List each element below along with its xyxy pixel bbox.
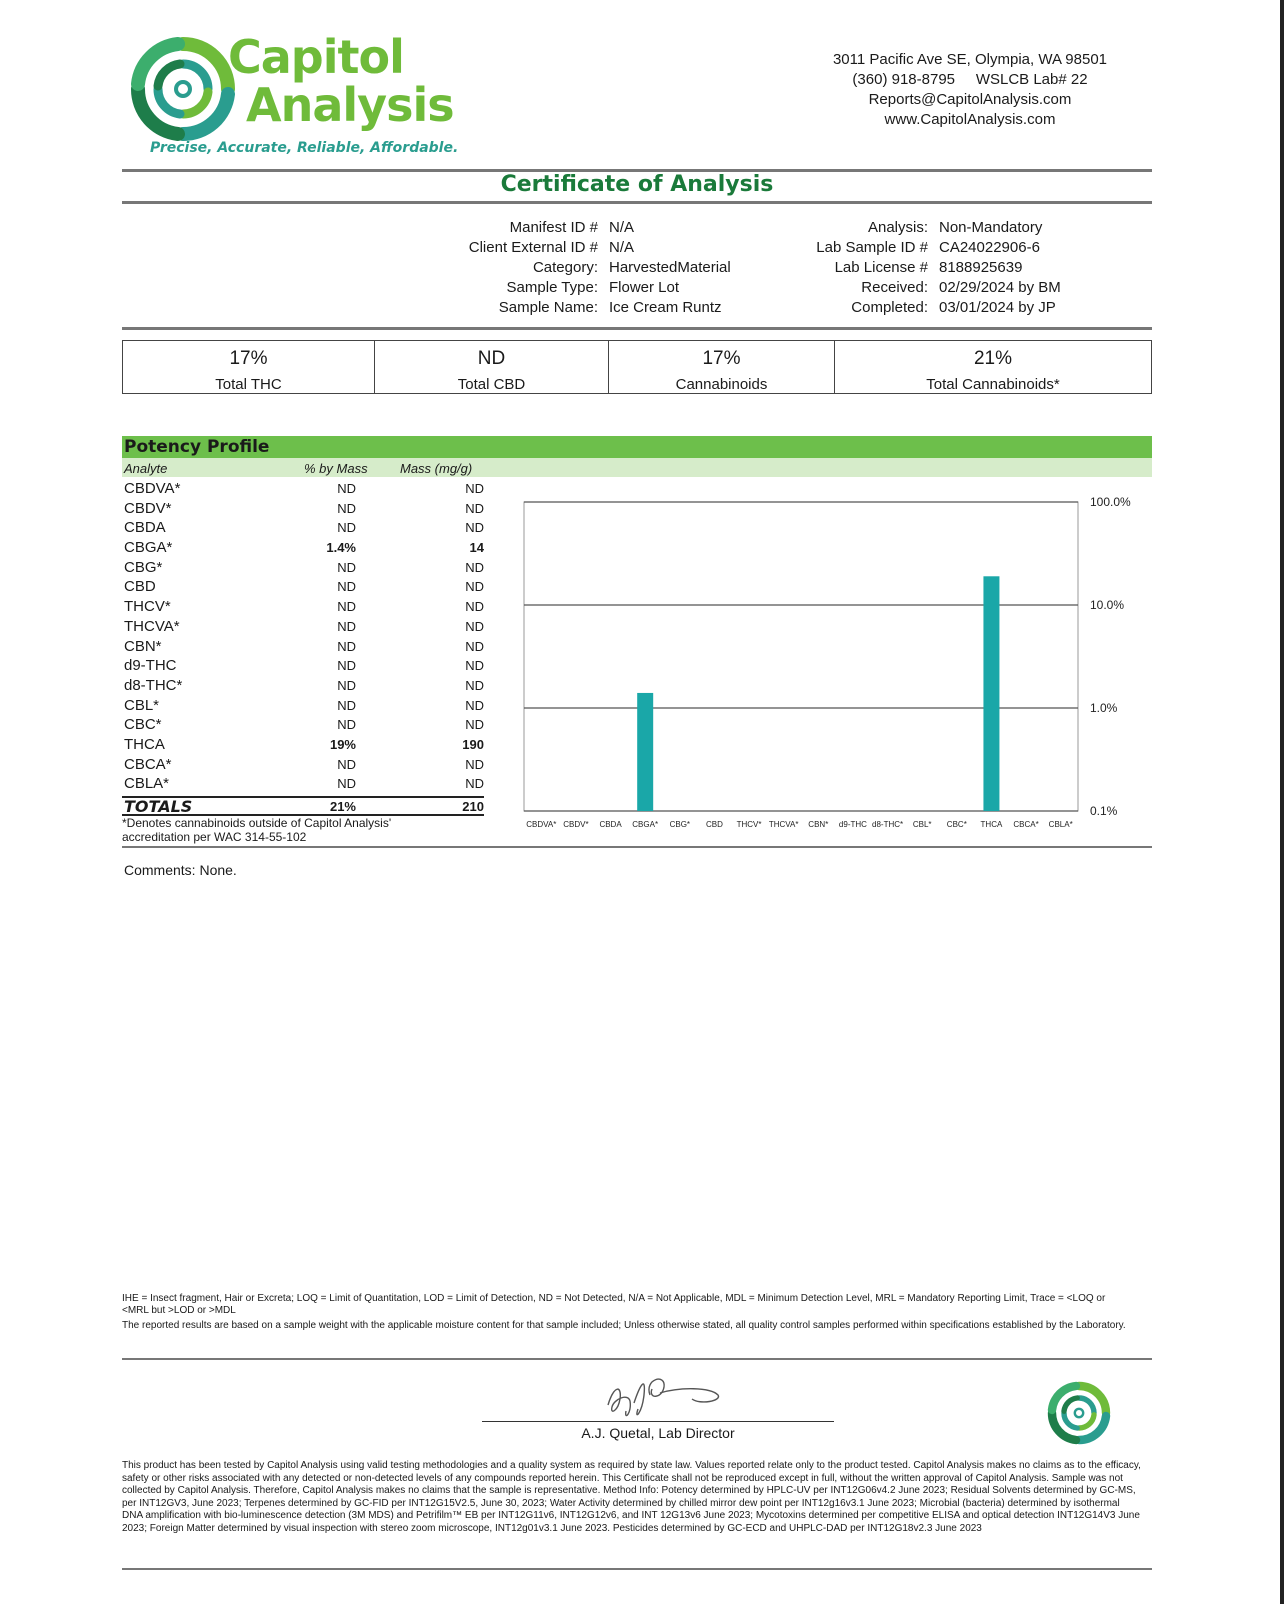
contact-email[interactable]: Reports@CapitolAnalysis.com (868, 91, 1072, 108)
analyte-pct: 1.4% (326, 540, 356, 556)
meta-right-labels (816, 218, 928, 318)
contact-block (780, 50, 1160, 130)
analyte-mass: ND (465, 658, 484, 674)
summary-total-thc (123, 341, 375, 393)
table-row (122, 577, 484, 597)
summary-value: 17% (229, 348, 268, 369)
analyte-pct: ND (337, 717, 356, 733)
summary-total-cannabinoids (835, 341, 1151, 393)
analyte-mass: 14 (469, 540, 484, 556)
meta-label: Manifest ID # (509, 219, 598, 236)
weight-note: The reported results are based on a sample weight with the applicable moisture content for that sample included; Unless otherwise stated, all quality control samples performed within specifications established by the Laboratory. (122, 1320, 1126, 1331)
divider (122, 327, 1152, 330)
analyte-pct: ND (337, 776, 356, 792)
y-tick-label: 0.1% (1090, 804, 1118, 818)
analyte-pct: ND (337, 599, 356, 615)
analyte-pct: ND (337, 756, 356, 772)
table-row (122, 656, 484, 676)
analyte-mass: ND (465, 500, 484, 516)
analyte-pct: ND (337, 481, 356, 496)
meta-value: Flower Lot (609, 279, 680, 296)
meta-label: Lab Sample ID # (816, 239, 928, 256)
table-row (122, 755, 484, 775)
footnote-line: *Denotes cannabinoids outside of Capitol Analysis' (122, 816, 392, 830)
signatory-name: A.J. Quetal, Lab Director (581, 1425, 735, 1441)
analyte-mass: ND (465, 677, 484, 693)
contact-phone-lab: (360) 918-8795 WSLCB Lab# 22 (852, 71, 1088, 88)
analyte-pct: ND (337, 579, 356, 595)
potency-title: Potency Profile (124, 437, 270, 457)
meta-label: Sample Name: (498, 299, 598, 316)
meta-value: 03/01/2024 by JP (939, 299, 1056, 316)
x-tick-label: CBCA* (1013, 820, 1039, 829)
meta-label: Completed: (851, 299, 928, 316)
analyte-name: CBG* (124, 558, 163, 576)
table-row (122, 774, 484, 794)
x-tick-label: CBGA* (632, 820, 659, 829)
totals-pct: 21% (329, 799, 356, 814)
x-tick-label: CBDV* (563, 820, 589, 829)
page-edge (1280, 0, 1284, 1604)
meta-left-labels (469, 218, 598, 318)
analyte-name: CBD (124, 578, 156, 596)
x-tick-label: CBD (705, 820, 723, 829)
table-row (122, 676, 484, 696)
analyte-name: CBCA* (124, 755, 172, 773)
meta-label: Lab License # (834, 259, 928, 276)
contact-address: 3011 Pacific Ave SE, Olympia, WA 98501 (832, 51, 1108, 68)
analyte-mass: ND (465, 717, 484, 733)
table-row (122, 499, 484, 519)
divider (122, 1568, 1152, 1570)
totals-label: TOTALS (124, 797, 193, 816)
bar (637, 693, 653, 811)
totals-mass: 210 (462, 799, 484, 814)
signature-line (482, 1421, 834, 1422)
x-tick-label: CBN* (808, 820, 829, 829)
analyte-mass: ND (465, 599, 484, 615)
analyte-name: CBLA* (124, 775, 170, 793)
summary-value: ND (477, 348, 506, 369)
meta-value: CA24022906-6 (939, 239, 1040, 256)
analyte-name: CBDVA* (124, 480, 181, 497)
table-row (122, 479, 484, 499)
analyte-name: CBL* (124, 696, 160, 714)
meta-value: N/A (609, 219, 635, 236)
col-header-pct: % by Mass (304, 461, 368, 476)
meta-right-values (939, 218, 1061, 318)
x-tick-label: CBG* (669, 820, 691, 829)
totals-row (122, 796, 484, 816)
analyte-name: CBDV* (124, 499, 172, 517)
potency-subheader-bar (122, 458, 1152, 477)
meta-value: Non-Mandatory (939, 219, 1043, 236)
analyte-mass: ND (465, 638, 484, 654)
analyte-name: THCV* (124, 598, 171, 616)
analyte-pct: ND (337, 677, 356, 693)
analyte-mass: ND (465, 520, 484, 536)
summary-cannabinoids (609, 341, 835, 393)
analyte-mass: ND (465, 776, 484, 792)
company-tagline: Precise, Accurate, Reliable, Affordable. (150, 140, 459, 156)
meta-label: Client External ID # (468, 239, 598, 256)
summary-label: Cannabinoids (675, 376, 768, 393)
x-tick-label: THCV* (736, 820, 762, 829)
x-tick-label: CBL* (912, 820, 932, 829)
table-row (122, 558, 484, 578)
footnote-line: accreditation per WAC 314-55-102 (122, 830, 307, 844)
meta-label: Received: (861, 279, 928, 296)
analyte-name: THCVA* (124, 617, 180, 635)
x-tick-label: d8-THC* (872, 820, 904, 829)
meta-value: HarvestedMaterial (609, 259, 731, 276)
analyte-name: THCA (124, 735, 165, 753)
meta-value: Ice Cream Runtz (609, 299, 722, 316)
table-row (122, 617, 484, 637)
page-title: Certificate of Analysis (500, 172, 774, 197)
x-tick-label: CBC* (946, 820, 967, 829)
meta-left-values (609, 218, 731, 318)
meta-label: Category: (532, 259, 598, 276)
summary-box (122, 340, 1152, 394)
analyte-mass: ND (465, 481, 484, 496)
divider (122, 846, 1152, 848)
table-row (122, 715, 484, 735)
analyte-mass: ND (465, 559, 484, 575)
analyte-pct: 19% (329, 736, 356, 752)
col-header-mass: Mass (mg/g) (400, 461, 473, 476)
comments: Comments: None. (124, 862, 237, 878)
potency-header-bar (122, 436, 1152, 458)
table-row (122, 597, 484, 617)
x-tick-label: CBDA (599, 820, 622, 829)
meta-value: 02/29/2024 by BM (939, 279, 1061, 296)
analyte-name: d8-THC* (124, 676, 183, 694)
swirl-logo-icon (128, 34, 238, 144)
x-tick-label: CBDVA* (526, 820, 557, 829)
x-tick-label: CBLA* (1048, 820, 1073, 829)
analyte-mass: ND (465, 618, 484, 634)
analyte-mass: ND (465, 697, 484, 713)
logo-name-line1: Capitol (228, 30, 404, 84)
analyte-name: d9-THC (124, 657, 177, 675)
analyte-pct: ND (337, 658, 356, 674)
analyte-pct: ND (337, 559, 356, 575)
divider (122, 1358, 1152, 1360)
y-tick-label: 10.0% (1090, 598, 1125, 612)
potency-footnote (122, 816, 391, 844)
summary-value: 21% (973, 348, 1013, 369)
table-row (122, 735, 484, 755)
table-row (122, 696, 484, 716)
contact-website[interactable]: www.CapitolAnalysis.com (884, 111, 1056, 128)
summary-label: Total Cannabinoids* (926, 376, 1060, 393)
summary-value: 17% (702, 348, 741, 369)
table-row (122, 637, 484, 657)
summary-total-cbd (375, 341, 609, 393)
summary-label: Total CBD (457, 376, 526, 393)
x-tick-label: THCA (980, 820, 1003, 829)
legal-disclaimer: This product has been tested by Capitol Analysis using valid testing methodologies and a quality system as required by state law. Values reported relate only to the product tested. Capitol Analysis makes no claims as to the efficacy, safety or other risks associated with any detected or non-detected levels of any compounds reported herein. This Certificate shall not be reproduced except in full, without the written approval of Capitol Analysis. Sample was not collected by Capitol Analysis. Therefore, Capitol Analysis makes no claims that the sample is representative. Method Info: Potency determined by HPLC-UV per INT12G06v4.2 June 2023; Residual Solvents determined by GC-MS, per INT12GV3, June 2023; Terpenes determined by GC-FID per INT12G15V2.5, June 30, 2023; Water Activity determined by chilled mirror dew point per INT12g16v3.1 June 2023; Microbial (bacteria) determined by isothermal DNA amplification with bio-luminescence detection (3M MDS) and Petrifilm™ EB per INT12G11v6, INT12G12v6, and INT 12G13v6 June 2023; Mycotoxins determined per competitive ELISA and optical detection INT12G14V3 June 2023; Foreign Matter determined by visual inspection with stereo zoom microscope, INT12g01v3.1 June 2023. Pesticides determined by GC-ECD and UHPLC-DAD per INT12G18v2.3 June 2023 (122, 1460, 1141, 1534)
analyte-pct: ND (337, 618, 356, 634)
potency-chart (500, 490, 1160, 830)
analyte-pct: ND (337, 520, 356, 536)
analyte-name: CBC* (124, 716, 162, 734)
logo-name-line2: Analysis (246, 78, 454, 132)
y-tick-label: 100.0% (1090, 495, 1131, 509)
meta-label: Analysis: (867, 219, 928, 236)
analyte-mass: 190 (462, 736, 484, 752)
swirl-logo-small-icon (1046, 1380, 1112, 1446)
x-tick-label: THCVA* (768, 820, 799, 829)
analyte-pct: ND (337, 697, 356, 713)
analyte-name: CBGA* (124, 539, 173, 557)
analyte-mass: ND (465, 756, 484, 772)
analyte-pct: ND (337, 500, 356, 516)
table-row (122, 518, 484, 538)
table-row (122, 538, 484, 558)
meta-value: 8188925639 (939, 259, 1023, 276)
col-header-analyte: Analyte (124, 461, 168, 476)
potency-table (122, 479, 484, 794)
summary-label: Total THC (215, 376, 282, 393)
analyte-mass: ND (465, 579, 484, 595)
analyte-name: CBDA (124, 519, 166, 537)
bar (983, 576, 999, 811)
y-tick-label: 1.0% (1090, 701, 1118, 715)
analyte-name: CBN* (124, 637, 162, 655)
divider (122, 201, 1152, 204)
analyte-pct: ND (337, 638, 356, 654)
meta-value: N/A (609, 239, 635, 256)
meta-label: Sample Type: (506, 279, 598, 296)
x-tick-label: d9-THC (838, 820, 867, 829)
abbreviations-note: IHE = Insect fragment, Hair or Excreta; LOQ = Limit of Quantitation, LOD = Limit of Detection, ND = Not Detected, N/A = Not Applicable, MDL = Minimum Detection Level, MRL = Mandatory Reporting Limit, Trace = <LOQ or <MRL but >LOD or >MDL (122, 1293, 1106, 1316)
signature-graphic (600, 1365, 740, 1425)
